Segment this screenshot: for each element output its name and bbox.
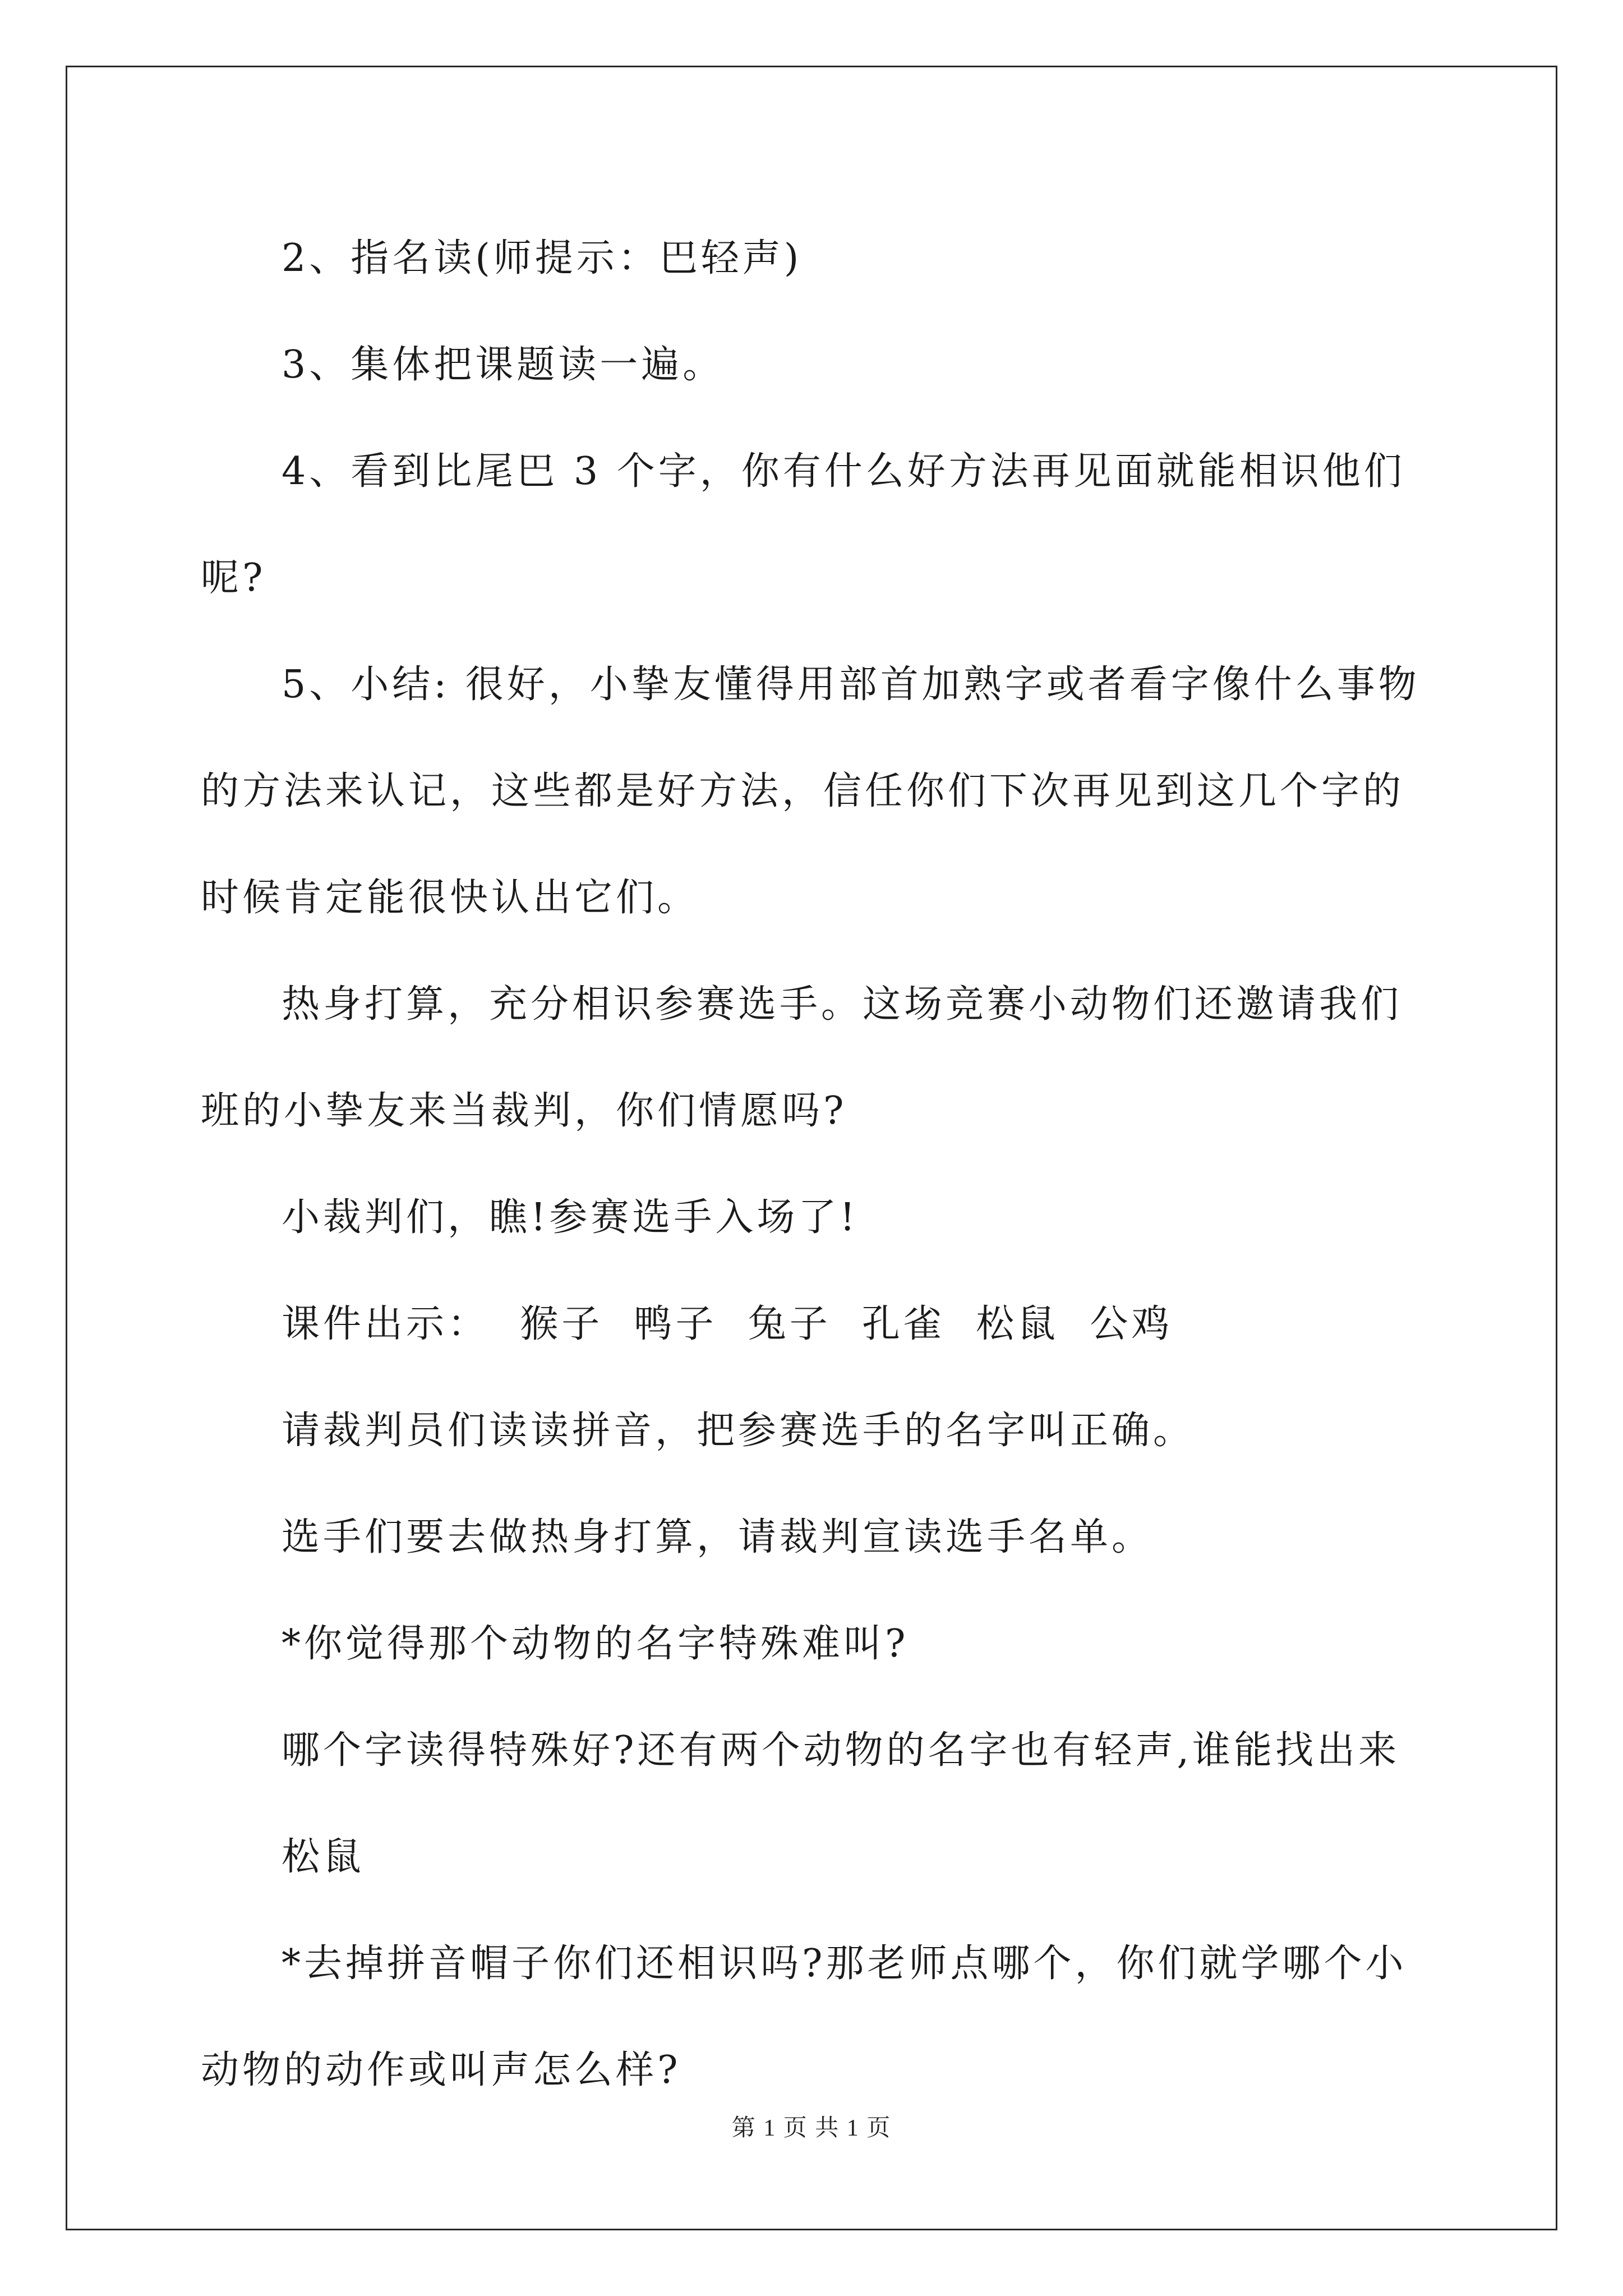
paragraph: 2、指名读(师提示：巴轻声) [282, 236, 803, 280]
paragraph: 3、集体把课题读一遍。 [282, 343, 725, 387]
paragraph: 请裁判员们读读拼音，把参赛选手的名字叫正确。 [282, 1409, 1195, 1453]
paragraph: 4、看到比尾巴 3 个字，你有什么好方法再见面就能相识他们呢? [201, 449, 1405, 600]
paragraph: *你觉得那个动物的名字特殊难叫? [282, 1622, 909, 1666]
paragraph: 热身打算，充分相识参赛选手。这场竞赛小动物们还邀请我们班的小挚友来当裁判，你们情愿吗? [201, 982, 1403, 1133]
document-body [201, 205, 1435, 2124]
paragraph: 哪个字读得特殊好?还有两个动物的名字也有轻声,谁能找出来 [282, 1728, 1400, 1773]
paragraph: 小裁判们，瞧!参赛选手入场了! [282, 1195, 859, 1240]
paragraph: *去掉拼音帽子你们还相识吗?那老师点哪个，你们就学哪个小动物的动作或叫声怎么样? [201, 1941, 1407, 2092]
paragraph: 松鼠 [282, 1835, 365, 1879]
paragraph: 选手们要去做热身打算，请裁判宣读选手名单。 [282, 1515, 1154, 1559]
paragraph: 5、小结: 很好，小挚友懂得用部首加熟字或者看字像什么事物的方法来认记，这些都是好方法，信任你们下次再见到这几个字的时候肯定能很快认出它们。 [201, 662, 1420, 920]
page-footer: 第 1 页 共 1 页 [731, 2115, 892, 2141]
paragraph: 课件出示： 猴子 鸭子 兔子 孔雀 松鼠 公鸡 [282, 1302, 1173, 1346]
